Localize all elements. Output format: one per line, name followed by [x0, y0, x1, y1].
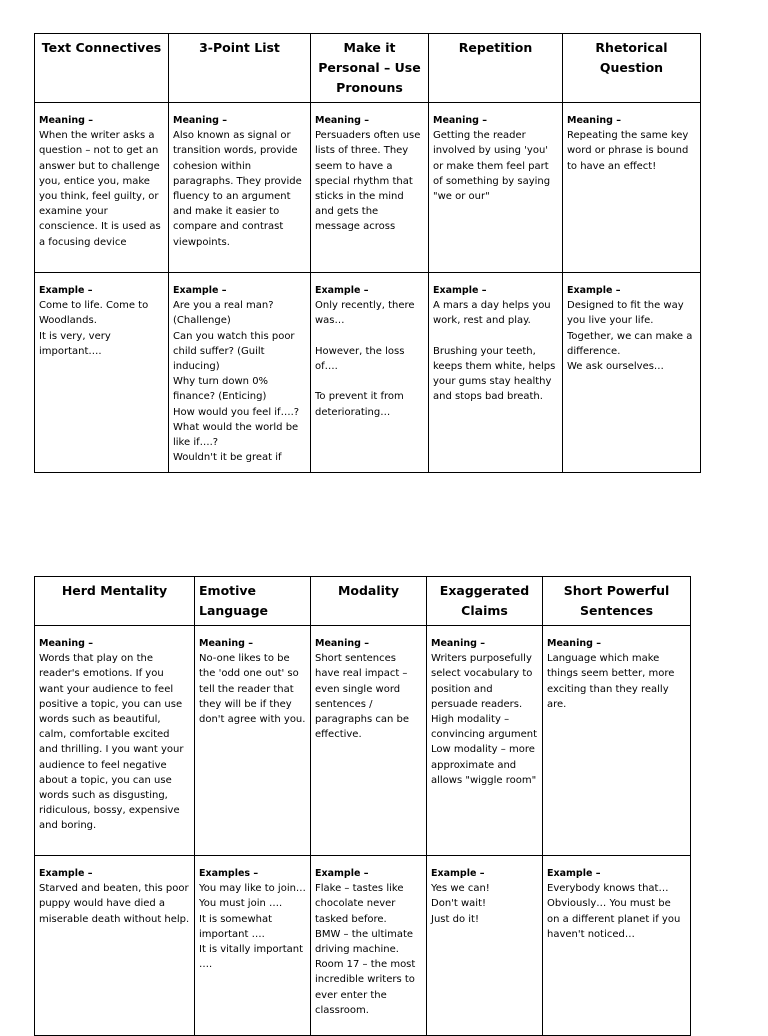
example-label: Example –	[431, 868, 485, 879]
meaning-cell	[429, 103, 563, 273]
example-cell	[35, 856, 195, 1036]
example-text: Designed to fit the way you live your life. Together, we can make a difference. We ask ourselves…	[567, 300, 693, 373]
example-text: Everybody knows that… Obviously… You must be on a different planet if you haven't noticed…	[547, 883, 681, 940]
example-label: Example –	[39, 285, 93, 296]
persuasive-techniques-table-1	[34, 33, 701, 473]
meaning-label: Meaning –	[567, 115, 621, 126]
example-label: Example –	[315, 868, 369, 879]
header-cell: Repetition	[429, 34, 563, 103]
meaning-cell	[311, 103, 429, 273]
meaning-label: Meaning –	[547, 638, 601, 649]
example-text: You may like to join… You must join …. It is somewhat important …. It is vitally important ….	[199, 883, 306, 971]
meaning-cell	[35, 626, 195, 856]
example-cell	[429, 273, 563, 473]
meaning-label: Meaning –	[39, 115, 93, 126]
meaning-cell	[311, 626, 427, 856]
meaning-cell	[427, 626, 543, 856]
example-label: Example –	[39, 868, 93, 879]
example-cell	[311, 273, 429, 473]
header-cell: Exaggerated Claims	[427, 577, 543, 626]
example-label: Examples –	[199, 868, 259, 879]
header-cell: Rhetorical Question	[563, 34, 701, 103]
header-cell: Emotive Language	[195, 577, 311, 626]
header-row	[35, 577, 691, 626]
example-label: Example –	[567, 285, 621, 296]
header-row	[35, 34, 701, 103]
example-text: A mars a day helps you work, rest and play. Brushing your teeth, keeps them white, helps your gums stay healthy and stops bad breath.	[433, 300, 556, 403]
meaning-row	[35, 103, 701, 273]
meaning-row	[35, 626, 691, 856]
meaning-text: Writers purposefully select vocabulary to position and persuade readers. High modality – convincing argument Low modality – more approximate and allows "wiggle room"	[431, 653, 538, 786]
meaning-label: Meaning –	[433, 115, 487, 126]
example-label: Example –	[173, 285, 227, 296]
meaning-text: Persuaders often use lists of three. They seem to have a special rhythm that sticks in the mind and gets the message across	[315, 130, 421, 233]
example-text: Flake – tastes like chocolate never tasked before. BMW – the ultimate driving machine. Room 17 – the most incredible writers to ever enter the classroom.	[315, 883, 416, 1016]
example-cell	[543, 856, 691, 1036]
example-cell	[563, 273, 701, 473]
meaning-cell	[543, 626, 691, 856]
example-cell	[427, 856, 543, 1036]
example-text: Come to life. Come to Woodlands. It is very, very important….	[39, 300, 149, 357]
example-text: Starved and beaten, this poor puppy would have died a miserable death without help.	[39, 883, 190, 925]
meaning-cell	[169, 103, 311, 273]
example-label: Example –	[547, 868, 601, 879]
example-cell	[169, 273, 311, 473]
meaning-cell	[563, 103, 701, 273]
header-cell: Modality	[311, 577, 427, 626]
meaning-text: No-one likes to be the 'odd one out' so tell the reader that they will be if they don't agree with you.	[199, 653, 306, 726]
example-label: Example –	[433, 285, 487, 296]
meaning-label: Meaning –	[199, 638, 253, 649]
meaning-cell	[35, 103, 169, 273]
header-cell: Make it Personal – Use Pronouns	[311, 34, 429, 103]
example-row	[35, 273, 701, 473]
example-text: Yes we can! Don't wait! Just do it!	[431, 883, 490, 925]
meaning-text: Words that play on the reader's emotions. If you want your audience to feel positive a topic, you can use words such as beautiful, calm, comfortable excited and thrilling. I you want your audience to feel negative about a topic, you can use words such as disgusting, ridiculous, bossy, expensive and boring.	[39, 653, 184, 832]
persuasive-techniques-table-2	[34, 576, 691, 1036]
meaning-text: Repeating the same key word or phrase is bound to have an effect!	[567, 130, 689, 172]
meaning-text: Language which make things seem better, more exciting than they really are.	[547, 653, 675, 710]
header-cell: Herd Mentality	[35, 577, 195, 626]
example-cell	[35, 273, 169, 473]
meaning-text: Also known as signal or transition words, provide cohesion within paragraphs. They provide fluency to an argument and make it easier to compare and contrast viewpoints.	[173, 130, 302, 248]
header-cell: Text Connectives	[35, 34, 169, 103]
example-cell	[311, 856, 427, 1036]
meaning-label: Meaning –	[315, 115, 369, 126]
meaning-text: Short sentences have real impact – even single word sentences / paragraphs can be effective.	[315, 653, 410, 741]
example-text: Are you a real man? (Challenge) Can you watch this poor child suffer? (Guilt inducing) Why turn down 0% finance? (Enticing) How would you feel if….? What would the world be like if….? Wouldn't it be great if	[173, 300, 300, 463]
meaning-text: Getting the reader involved by using 'you' or make them feel part of something by saying "we or our"	[433, 130, 551, 203]
example-text: Only recently, there was… However, the loss of…. To prevent it from deteriorating…	[315, 300, 415, 418]
header-cell: 3-Point List	[169, 34, 311, 103]
meaning-text: When the writer asks a question – not to get an answer but to challenge you, entice you, make you think, feel guilty, or examine your conscience. It is used as a focusing device	[39, 130, 161, 248]
header-cell: Short Powerful Sentences	[543, 577, 691, 626]
meaning-cell	[195, 626, 311, 856]
example-cell	[195, 856, 311, 1036]
meaning-label: Meaning –	[431, 638, 485, 649]
meaning-label: Meaning –	[173, 115, 227, 126]
example-label: Example –	[315, 285, 369, 296]
meaning-label: Meaning –	[315, 638, 369, 649]
example-row	[35, 856, 691, 1036]
meaning-label: Meaning –	[39, 638, 93, 649]
